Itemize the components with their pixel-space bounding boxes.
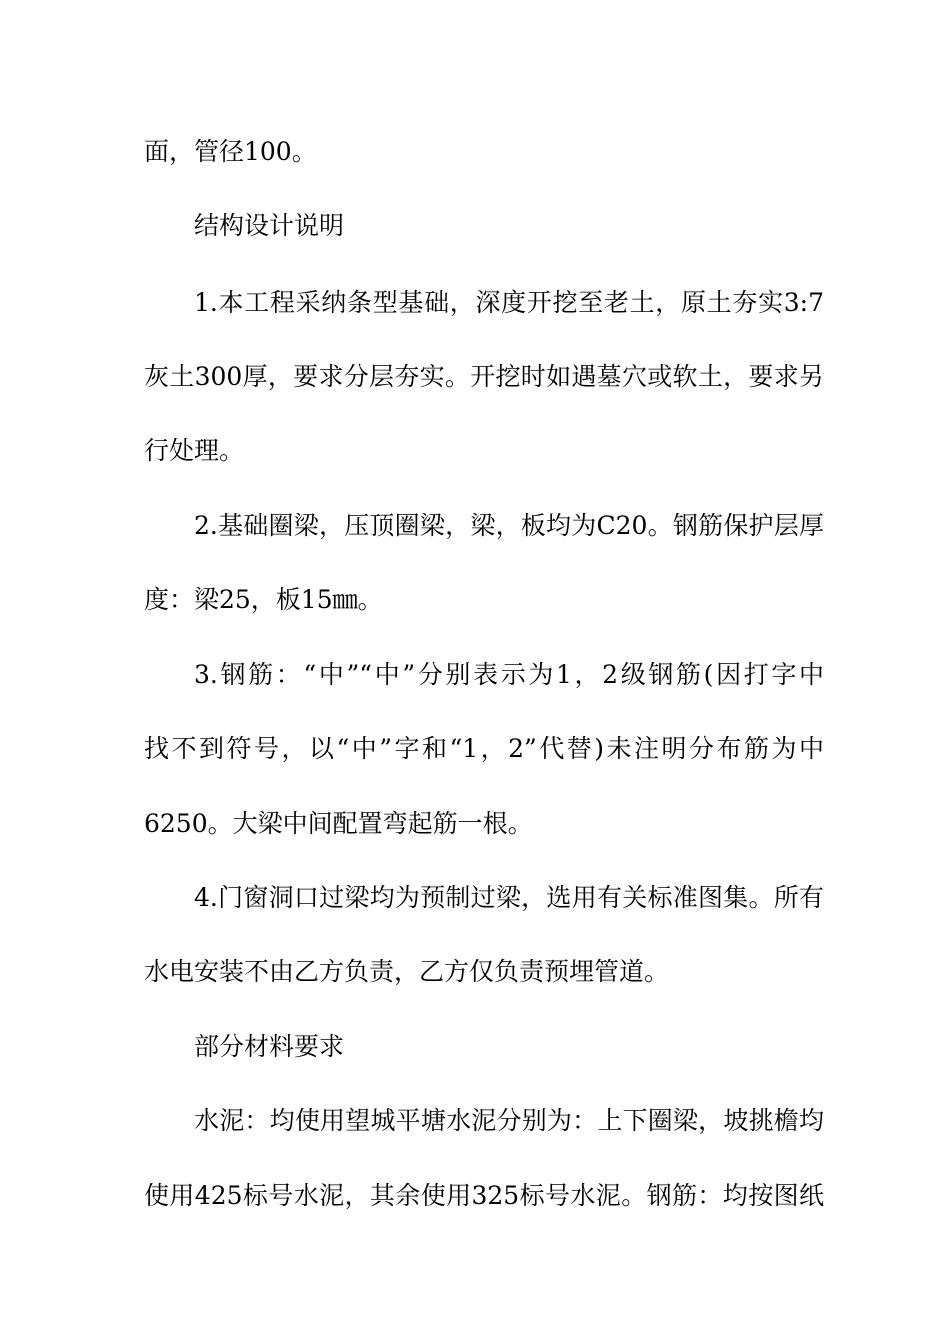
text-line-6: 2.基础圈梁，压顶圈梁，梁，板均为C20。钢筋保护层厚 — [194, 511, 824, 540]
text-line-15: 使用425标号水泥，其余使用325标号水泥。钢筋：均按图纸 — [144, 1181, 824, 1210]
text-line-4: 灰土300厚，要求分层夯实。开挖时如遇墓穴或软土，要求另 — [144, 362, 824, 391]
text-line-5: 行处理。 — [144, 436, 245, 465]
text-line-9: 找不到符号，以“中”字和“1，2”代替)未注明分布筋为中 — [144, 734, 824, 763]
text-line-14: 水泥：均使用望城平塘水泥分别为：上下圈梁，坡挑檐均 — [194, 1106, 824, 1135]
text-line-12: 水电安装不由乙方负责，乙方仅负责预埋管道。 — [144, 957, 670, 986]
text-line-1: 面，管径100。 — [144, 137, 317, 166]
section-heading-structure: 结构设计说明 — [194, 211, 345, 240]
text-line-10: 6250。大梁中间配置弯起筋一根。 — [144, 809, 533, 838]
section-heading-materials: 部分材料要求 — [194, 1032, 345, 1061]
text-line-11: 4.门窗洞口过梁均为预制过梁，选用有关标准图集。所有 — [194, 883, 824, 912]
text-line-3: 1.本工程采纳条型基础，深度开挖至老土，原土夯实3:7 — [194, 288, 824, 317]
text-line-8: 3.钢筋：“中”“中”分别表示为1，2级钢筋(因打字中 — [194, 660, 824, 689]
text-line-7: 度：梁25，板15㎜。 — [144, 585, 383, 614]
